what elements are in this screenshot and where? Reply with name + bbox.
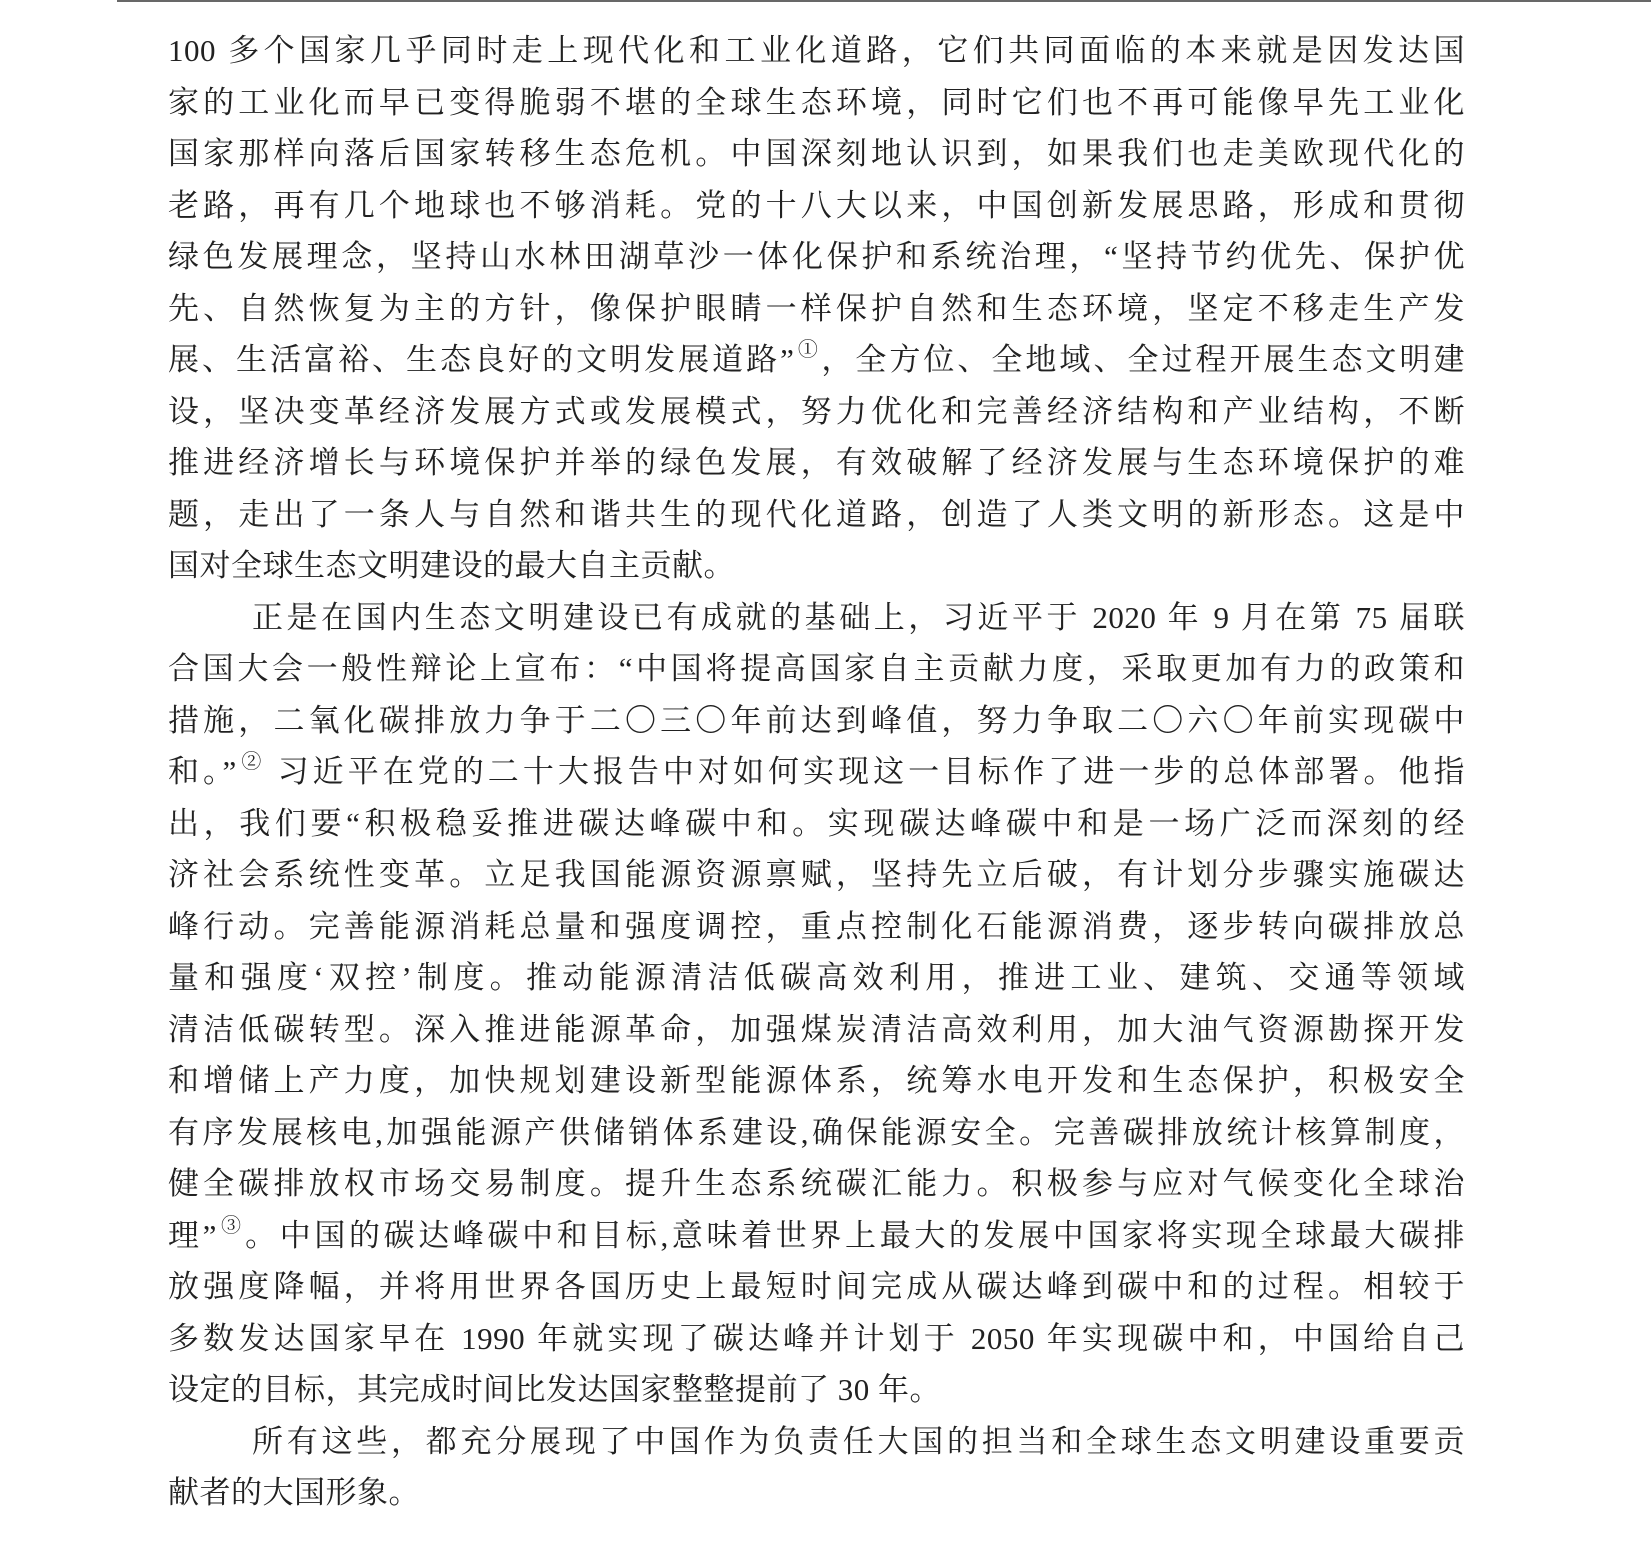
text-line: 国家那样向落后国家转移生态危机。中国深刻地认识到，如果我们也走美欧现代化的 xyxy=(168,136,1465,171)
text-line: 题，走出了一条人与自然和谐共生的现代化道路，创造了人类文明的新形态。这是中 xyxy=(168,496,1465,532)
text-line: 所有这些，都充分展现了中国作为负责任大国的担当和全球生态文明建设重要贡 xyxy=(252,1423,1465,1459)
scan-edge-artifact xyxy=(117,0,1651,2)
text-line: 出，我们要“积极稳妥推进碳达峰碳中和。实现碳达峰碳中和是一场广泛而深刻的经 xyxy=(168,805,1465,841)
text-line: 多数发达国家早在 1990 年就实现了碳达峰并计划于 2050 年实现碳中和，中国给自己 xyxy=(168,1320,1465,1356)
text-line: 献者的大国形象。 xyxy=(168,1475,420,1510)
text-line: 放强度降幅，并将用世界各国历史上最短时间完成从碳达峰到碳中和的过程。相较于 xyxy=(168,1269,1465,1304)
text-line: 有序发展核电,加强能源产供储销体系建设,确保能源安全。完善碳排放统计核算制度， xyxy=(168,1114,1465,1150)
text-line: 国对全球生态文明建设的最大自主贡献。 xyxy=(168,548,735,583)
paragraph xyxy=(168,592,1465,1416)
footnote-marker: ② xyxy=(237,751,265,773)
text-line: 设定的目标，其完成时间比发达国家整整提前了 30 年。 xyxy=(168,1372,941,1407)
text-line: 清洁低碳转型。深入推进能源革命，加强煤炭清洁高效利用，加大油气资源勘探开发 xyxy=(168,1011,1465,1047)
text-line: 措施，二氧化碳排放力争于二〇三〇年前达到峰值，努力争取二〇六〇年前实现碳中 xyxy=(168,702,1465,738)
text-line: 老路，再有几个地球也不够消耗。党的十八大以来，中国创新发展思路，形成和贯彻 xyxy=(168,187,1465,223)
text-line: 正是在国内生态文明建设已有成就的基础上，习近平于 2020 年 9 月在第 75 届联 xyxy=(252,599,1465,635)
text-line: 理”③。中国的碳达峰碳中和目标,意味着世界上最大的发展中国家将实现全球最大碳排 xyxy=(168,1214,1466,1253)
text-line: 济社会系统性变革。立足我国能源资源禀赋，坚持先立后破，有计划分步骤实施碳达 xyxy=(168,857,1465,892)
text-line: 先、自然恢复为主的方针，像保护眼睛一样保护自然和生态环境，坚定不移走生产发 xyxy=(168,290,1465,326)
text-line: 健全碳排放权市场交易制度。提升生态系统碳汇能力。积极参与应对气候变化全球治 xyxy=(168,1166,1465,1201)
text-line: 100 多个国家几乎同时走上现代化和工业化道路，它们共同面临的本来就是因发达国 xyxy=(168,33,1465,68)
text-line: 峰行动。完善能源消耗总量和强度调控，重点控制化石能源消费，逐步转向碳排放总 xyxy=(168,908,1465,944)
paragraph xyxy=(168,25,1465,592)
footnote-marker: ① xyxy=(795,339,821,361)
footnote-marker: ③ xyxy=(217,1214,245,1237)
text-line: 合国大会一般性辩论上宣布：“中国将提高国家自主贡献力度，采取更加有力的政策和 xyxy=(168,651,1465,686)
text-line: 推进经济增长与环境保护并举的绿色发展，有效破解了经济发展与生态环境保护的难 xyxy=(168,445,1465,480)
text-line: 和。”② 习近平在党的二十大报告中对如何实现这一目标作了进一步的总体部署。他指 xyxy=(168,751,1466,789)
text-line: 家的工业化而早已变得脆弱不堪的全球生态环境，同时它们也不再可能像早先工业化 xyxy=(168,84,1465,120)
text-line: 量和强度‘双控’制度。推动能源清洁低碳高效利用，推进工业、建筑、交通等领域 xyxy=(168,960,1465,995)
text-line: 绿色发展理念，坚持山水林田湖草沙一体化保护和系统治理，“坚持节约优先、保护优 xyxy=(168,239,1465,274)
text-line: 展、生活富裕、生态良好的文明发展道路”①，全方位、全地域、全过程开展生态文明建 xyxy=(168,339,1465,377)
text-line: 设，坚决变革经济发展方式或发展模式，努力优化和完善经济结构和产业结构，不断 xyxy=(168,393,1465,429)
document-body xyxy=(168,25,1465,1519)
text-line: 和增储上产力度，加快规划建设新型能源体系，统筹水电开发和生态保护，积极安全 xyxy=(168,1063,1465,1098)
paragraph xyxy=(168,1416,1465,1519)
